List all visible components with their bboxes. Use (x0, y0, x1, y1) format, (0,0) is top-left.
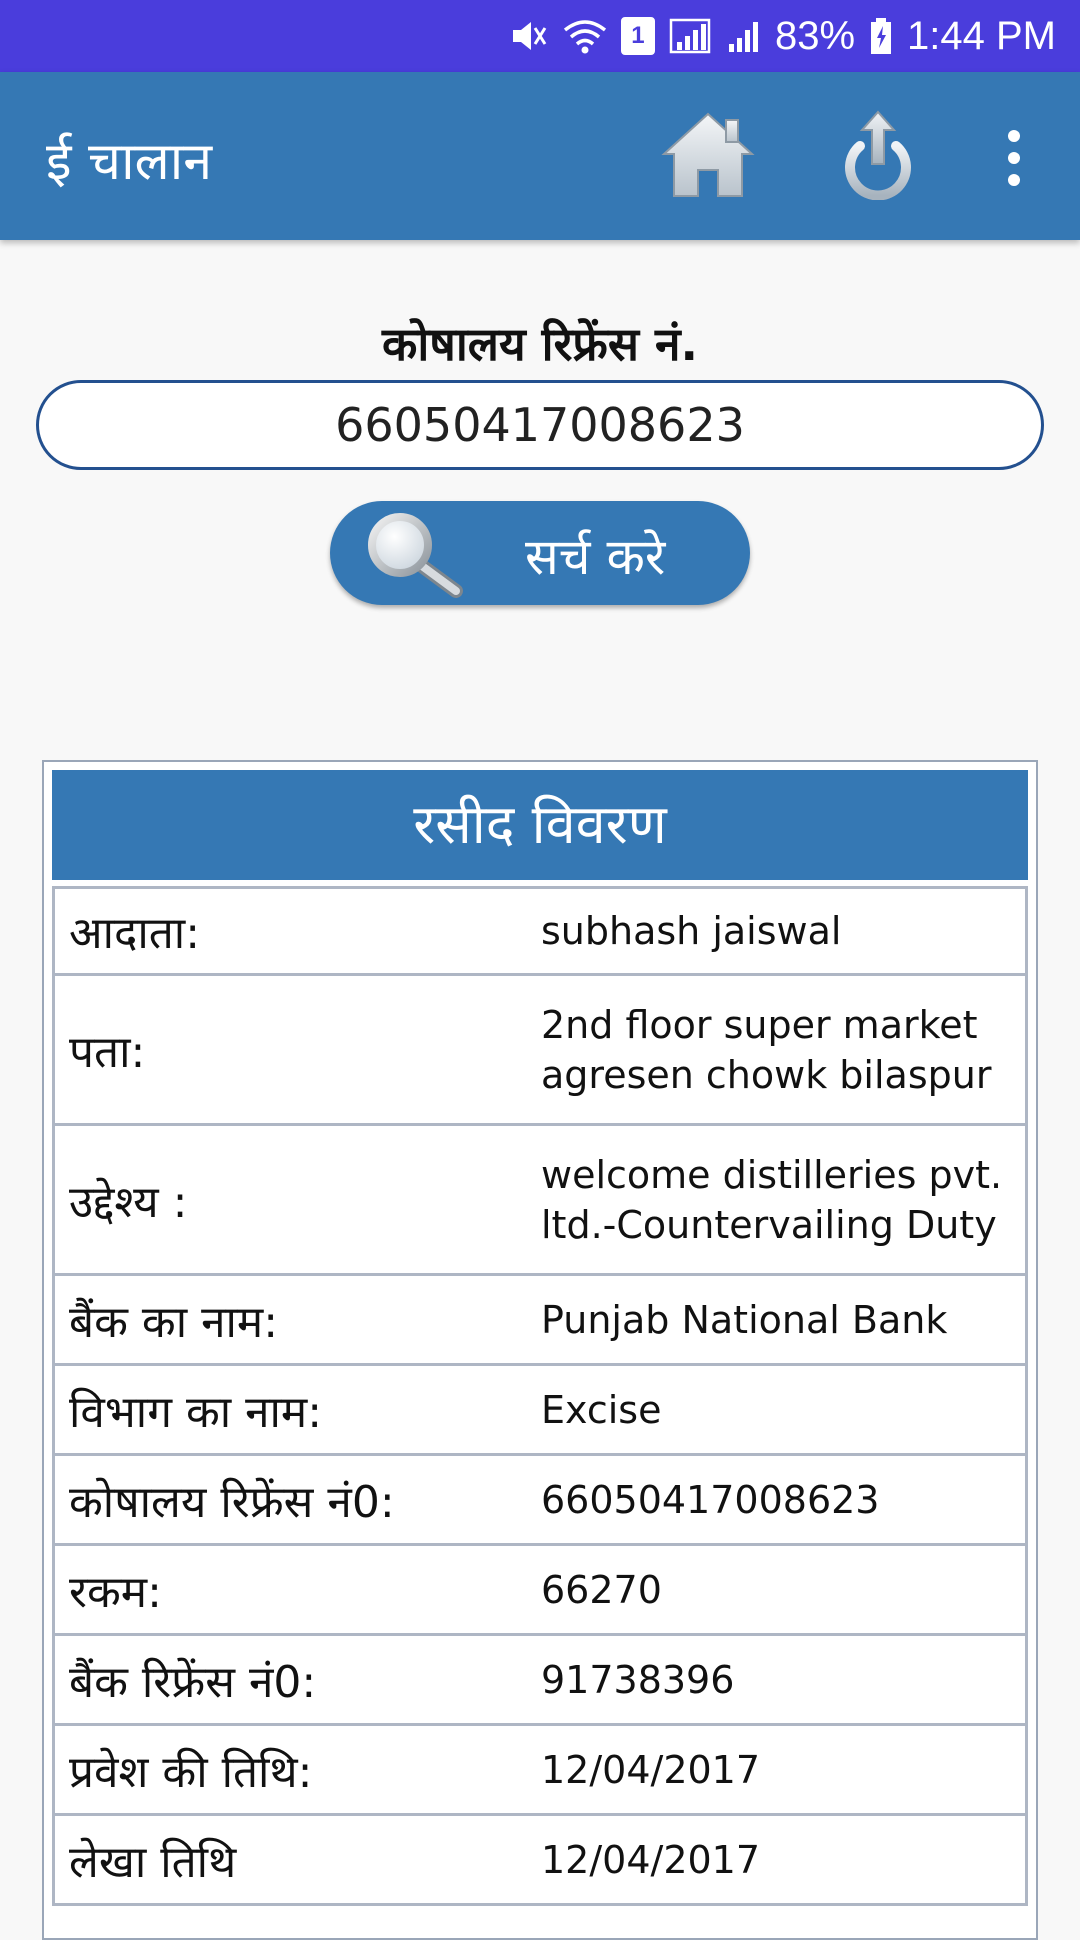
mute-icon (509, 16, 549, 56)
row-label: रकम: (69, 1566, 162, 1618)
app-title: ई चालान (46, 132, 213, 192)
row-label: प्रवेश की तिथि: (69, 1746, 313, 1798)
row-label: पता: (69, 1026, 146, 1078)
overflow-menu-icon (994, 124, 1034, 194)
table-row-bank-name (52, 1276, 1028, 1366)
row-label: बैंक रिफ्रेंस नं0: (69, 1656, 317, 1708)
status-bar (0, 0, 1080, 72)
table-row-bank-ref (52, 1636, 1028, 1726)
row-label: लेखा तिथि (69, 1836, 237, 1888)
row-value: Excise (541, 1387, 662, 1432)
power-icon (838, 108, 918, 200)
home-icon (660, 110, 756, 200)
row-value: 12/04/2017 (541, 1837, 761, 1882)
row-value: 66270 (541, 1567, 662, 1612)
row-label: आदाता: (69, 908, 201, 959)
row-value: Punjab National Bank (541, 1297, 948, 1342)
table-row-entry-date (52, 1726, 1028, 1816)
row-label: विभाग का नाम: (69, 1386, 323, 1438)
row-value: 12/04/2017 (541, 1747, 761, 1792)
overflow-menu-button[interactable] (994, 124, 1034, 194)
table-row-purpose (52, 1126, 1028, 1276)
row-label: कोषालय रिफ्रेंस नं0: (69, 1476, 395, 1528)
table-row-department (52, 1366, 1028, 1456)
row-value: subhash jaiswal (541, 909, 842, 953)
treasury-ref-label: कोषालय रिफ्रेंस नं. (382, 317, 698, 371)
battery-percent: 83% (774, 13, 856, 58)
search-button[interactable] (330, 501, 750, 605)
sim-slot-badge: 1 (621, 17, 655, 55)
clock: 1:44 PM (907, 13, 1056, 58)
table-row-accounting-date (52, 1816, 1028, 1906)
row-label: बैंक का नाम: (69, 1296, 279, 1348)
signal-icon-2 (727, 16, 761, 56)
battery-charging-icon (869, 16, 893, 56)
table-row-amount (52, 1546, 1028, 1636)
table-row-treasury-ref (52, 1456, 1028, 1546)
search-button-label: सर्च करे (525, 528, 666, 586)
logout-button[interactable] (838, 108, 918, 200)
row-value: 66050417008623 (541, 1477, 880, 1522)
receipt-rows (52, 886, 1028, 1906)
table-row-payer (52, 886, 1028, 976)
wifi-icon (563, 16, 607, 56)
row-value: 91738396 (541, 1657, 735, 1702)
row-label: उद्देश्य : (69, 1176, 188, 1228)
receipt-details-table (42, 760, 1038, 1940)
row-value: welcome distilleries pvt. ltd.-Countervailing Duty (541, 1152, 1003, 1247)
app-bar (0, 72, 1080, 240)
row-value: 2nd floor super market agresen chowk bilaspur (541, 1002, 992, 1097)
table-row-address (52, 976, 1028, 1126)
home-button[interactable] (660, 110, 756, 200)
signal-icon (669, 16, 713, 56)
treasury-ref-input[interactable] (36, 380, 1044, 470)
receipt-title: रसीद विवरण (52, 770, 1028, 880)
magnifier-icon (360, 511, 470, 599)
